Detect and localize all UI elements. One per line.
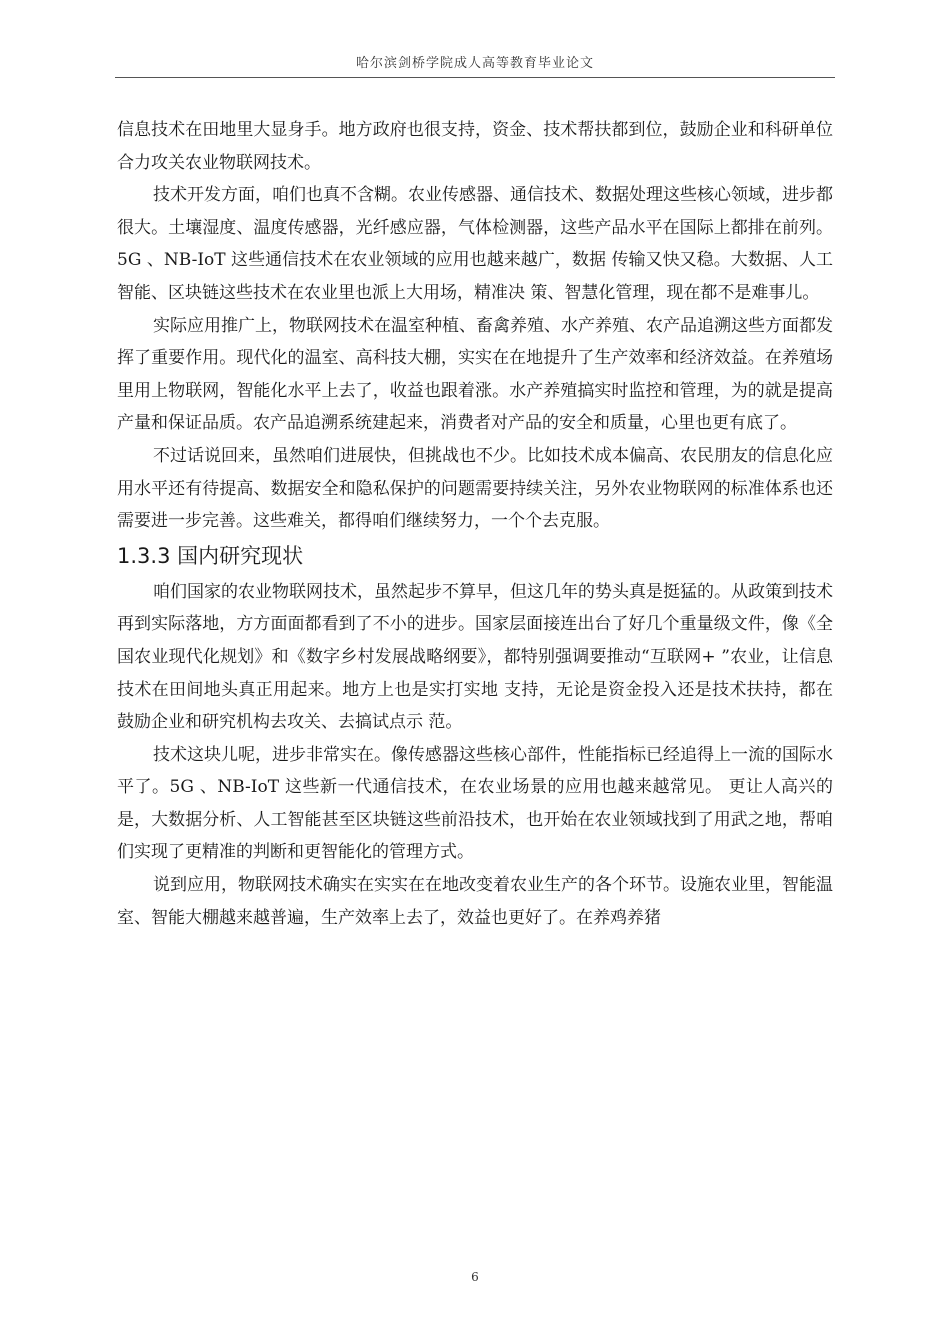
paragraph: 咱们国家的农业物联网技术，虽然起步不算早，但这几年的势头真是挺猛的。从政策到技术再到实际落地，方方面面都看到了不小的进步。国家层面接连出台了好几个重量级文件，像《全国农业现代化规划》和《数字乡村发展战略纲要》，都特别强调要推动“互联网+ ”农业，让信息技术在田间地头真正用起来。地方上也是实打实地 支持，无论是资金投入还是技术扶持，都在鼓励企业和研究机构去攻关、去搞试点示 范。 xyxy=(117,581,833,733)
paragraph: 不过话说回来，虽然咱们进展快，但挑战也不少。比如技术成本偏高、农民朋友的信息化应用水平还有待提高、数据安全和隐私保护的问题需要持续关注，另外农业物联网的标准体系也还需要进一步完善。这些难关，都得咱们继续努力，一个个去克服。 xyxy=(117,445,833,532)
header-divider xyxy=(115,77,835,78)
body-text xyxy=(117,114,833,934)
paragraph: 技术开发方面，咱们也真不含糊。农业传感器、通信技术、数据处理这些核心领域，进步都很大。土壤湿度、温度传感器，光纤感应器，气体检测器，这些产品水平在国际上都排在前列。5G 、NB-IoT 这些通信技术在农业领域的应用也越来越广，数据 传输又快又稳。大数据、人工智能、区块链这些技术在农业里也派上大用场，精准决 策、智慧化管理，现在都不是难事儿。 xyxy=(117,185,833,303)
paragraph-continued: 信息技术在田地里大显身手。地方政府也很支持，资金、技术帮扶都到位，鼓励企业和科研单位合力攻关农业物联网技术。 xyxy=(117,120,833,173)
paragraph: 说到应用，物联网技术确实在实实在在地改变着农业生产的各个环节。设施农业里，智能温室、智能大棚越来越普遍，生产效率上去了，效益也更好了。在养鸡养猪 xyxy=(117,875,833,928)
paragraph: 技术这块儿呢，进步非常实在。像传感器这些核心部件，性能指标已经追得上一流的国际水平了。5G 、NB-IoT 这些新一代通信技术，在农业场景的应用也越来越常见。 更让人高兴的是，大数据分析、人工智能甚至区块链这些前沿技术，也开始在农业领域找到了用武之地，帮咱们实现了更精准的判断和更智能化的管理方式。 xyxy=(117,744,833,863)
page-header: 哈尔滨剑桥学院成人高等教育毕业论文 xyxy=(355,56,594,71)
section-heading: 1.3.3 国内研究现状 xyxy=(117,543,304,568)
page-number: 6 xyxy=(471,1270,479,1284)
paragraph: 实际应用推广上，物联网技术在温室种植、畜禽养殖、水产养殖、农产品追溯这些方面都发挥了重要作用。现代化的温室、高科技大棚，实实在在地提升了生产效率和经济效益。在养殖场里用上物联网，智能化水平上去了，收益也跟着涨。水产养殖搞实时监控和管理，为的就是提高产量和保证品质。农产品追溯系统建起来，消费者对产品的安全和质量，心里也更有底了。 xyxy=(117,315,833,434)
